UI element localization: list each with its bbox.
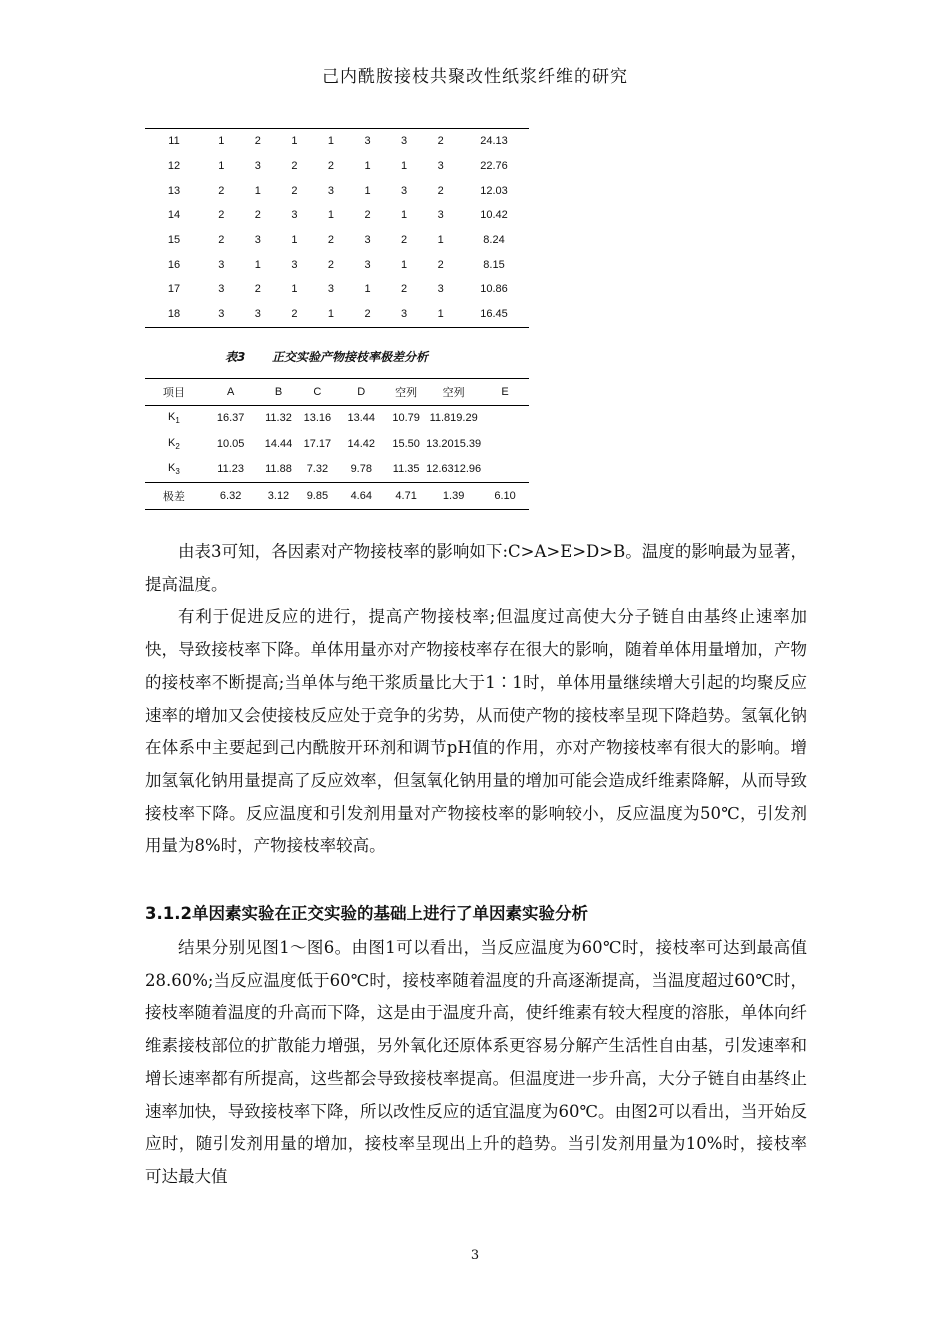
table-cell: 3	[401, 184, 408, 197]
table-cell: 2	[240, 129, 277, 154]
table-cell: 6.10	[481, 483, 529, 510]
table-cell: 2	[422, 129, 459, 154]
table-cell: 3	[327, 184, 335, 197]
table-cell: 16.37	[216, 412, 245, 425]
table-row	[145, 154, 529, 179]
table-cell: 3.12	[259, 483, 299, 510]
table-header-row	[145, 379, 529, 406]
body-section-2	[145, 932, 807, 1194]
table-cell: 18	[145, 302, 203, 327]
table-cell: 1	[401, 209, 408, 222]
table-cell: 17	[167, 283, 181, 296]
body-section-1	[145, 536, 807, 863]
table-cell: 11.88	[265, 463, 292, 476]
table-cell: 2	[218, 234, 225, 247]
table-row	[145, 178, 529, 203]
table-cell: 3	[254, 160, 261, 173]
table-cell: 1	[437, 234, 444, 247]
table-cell: 2	[254, 283, 261, 296]
table-cell: 8.24	[483, 234, 505, 247]
row-label: 极差	[145, 483, 203, 510]
range-analysis-table	[145, 378, 529, 510]
table-row	[145, 277, 529, 302]
table-cell: 11.32	[265, 412, 292, 425]
table-cell: 1	[276, 129, 313, 154]
table-cell: 12.6312.96	[426, 463, 482, 476]
table-cell: 1	[313, 302, 350, 327]
table3-caption-text: 正交实验产物接枝率极差分析	[272, 350, 429, 364]
table-cell: 22.76	[480, 160, 508, 173]
table-cell: 1	[218, 160, 225, 173]
table-cell: 3	[364, 234, 371, 247]
table-cell: 11.35	[392, 463, 420, 476]
table-cell: 2	[291, 160, 298, 173]
table-cell: 12	[167, 160, 181, 173]
paragraph-2: 有利于促进反应的进行，提高产物接枝率;但温度过高使大分子链自由基终止速率加快，导致接枝率下降。单体用量亦对产物接枝率存在很大的影响，随着单体用量增加，产物的接枝率不断提高;当单体与绝干浆质量比大于1∶1时，单体用量继续增大引起的均聚反应速率的增加又会使接枝反应处于竞争的劣势，从而使产物的接枝率呈现下降趋势。氢氧化钠在体系中主要起到己内酰胺开环剂和调节pH值的作用，亦对产物接枝率有很大的影响。增加氢氧化钠用量提高了反应效率，但氢氧化钠用量的增加可能会造成纤维素降解，从而导致接枝率下降。反应温度和引发剂用量对产物接枝率的影响较小，反应温度为50℃，引发剂用量为8%时，产物接枝率较高。	[145, 607, 807, 856]
table-cell: 9.85	[298, 483, 336, 510]
row-label: $K_3$	[167, 462, 180, 477]
table-cell	[481, 457, 529, 483]
column-header: 空列	[386, 379, 426, 406]
table-cell: 2	[291, 184, 298, 197]
table-cell: 1	[203, 129, 240, 154]
table-cell: 3	[437, 209, 444, 222]
table-cell: 1	[422, 302, 459, 327]
table-cell: 3	[327, 283, 335, 296]
page-number: 3	[470, 1248, 480, 1263]
table-cell: 10.05	[216, 437, 245, 450]
table-cell: 3	[218, 283, 225, 296]
table-cell: 1	[401, 160, 408, 173]
table-cell: 2	[327, 160, 335, 173]
table-cell: 1	[254, 258, 261, 271]
table-cell: 8.15	[483, 258, 505, 271]
table-cell: 2	[401, 283, 408, 296]
table-row	[145, 302, 529, 327]
column-header: 项目	[145, 379, 203, 406]
table-row	[145, 405, 529, 431]
table3-caption-number: 表3	[225, 350, 246, 364]
table-cell: 2	[327, 234, 335, 247]
table-cell: 6.32	[203, 483, 259, 510]
table-cell: 16.45	[459, 302, 529, 327]
table-cell: 3	[291, 209, 298, 222]
table-cell: 17.17	[303, 437, 332, 450]
row-label: $K_1$	[167, 411, 180, 426]
table-row	[145, 252, 529, 277]
table-cell: 2	[364, 209, 371, 222]
table-cell: 11.23	[217, 463, 244, 476]
table-cell: 1	[364, 184, 371, 197]
table-cell: 14	[167, 209, 181, 222]
table-row	[145, 203, 529, 228]
paragraph-1: 由表3可知，各因素对产物接枝率的影响如下:C>A>E>D>B。温度的影响最为显著，提高温度。	[145, 542, 807, 594]
table-cell: 2	[254, 209, 261, 222]
table-cell: 1	[291, 283, 298, 296]
table-cell: 11.819.29	[429, 412, 478, 425]
table-cell: 10.86	[480, 283, 508, 296]
table-cell: 1	[364, 283, 371, 296]
table-cell: 14.44	[264, 437, 293, 450]
column-header: C	[298, 379, 336, 406]
table-cell: 3	[386, 129, 423, 154]
table-cell	[481, 405, 529, 431]
table-cell: 3	[437, 283, 444, 296]
table-cell: 10.79	[392, 412, 420, 425]
table-cell: 4.71	[386, 483, 426, 510]
column-header: B	[259, 379, 299, 406]
table-cell: 2	[401, 234, 408, 247]
table-cell: 3	[254, 234, 261, 247]
table-cell: 1	[327, 209, 335, 222]
table-cell: 10.42	[480, 209, 508, 222]
table-cell: 13.16	[303, 412, 332, 425]
column-header: A	[203, 379, 259, 406]
table-cell: 11	[145, 129, 203, 154]
table-cell: 2	[327, 258, 335, 271]
table-row	[145, 129, 529, 154]
table-cell: 3	[291, 258, 298, 271]
table-cell: 2	[218, 209, 225, 222]
table-cell: 14.42	[347, 437, 376, 450]
paragraph-3: 结果分别见图1～图6。由图1可以看出，当反应温度为60℃时，接枝率可达到最高值28.60%;当反应温度低于60℃时，接枝率随着温度的升高逐渐提高，当温度超过60℃时，接枝率随着温度的升高而下降，这是由于温度升高，使纤维素有较大程度的溶胀，单体向纤维素接枝部位的扩散能力增强，另外氧化还原体系更容易分解产生活性自由基，引发速率和增长速率都有所提高，这些都会导致接枝率提高。但温度进一步升高，大分子链自由基终止速率加快，导致接枝率下降，所以改性反应的适宜温度为60℃。由图2可以看出，当开始反应时，随引发剂用量的增加，接枝率呈现出上升的趋势。当引发剂用量为10%时，接枝率可达最大值	[145, 938, 807, 1186]
table-cell: 15	[167, 234, 181, 247]
column-header: D	[336, 379, 386, 406]
table-row	[145, 483, 529, 510]
table-cell: 24.13	[459, 129, 529, 154]
row-label: $K_2$	[167, 436, 180, 451]
running-header: 己内酰胺接枝共聚改性纸浆纤维的研究	[322, 67, 628, 87]
table-cell: 3	[437, 160, 444, 173]
table-cell: 1	[254, 184, 261, 197]
table-cell: 3	[218, 258, 225, 271]
table-cell: 7.32	[306, 463, 329, 476]
table-cell: 3	[386, 302, 423, 327]
table-row	[145, 457, 529, 483]
column-header: 空列	[426, 379, 481, 406]
table-cell: 4.64	[336, 483, 386, 510]
table-cell: 13.44	[347, 412, 376, 425]
table-cell: 1	[364, 160, 371, 173]
table-cell: 2	[437, 258, 444, 271]
table-row	[145, 431, 529, 457]
table-cell: 2	[218, 184, 225, 197]
table-cell: 9.78	[350, 463, 372, 476]
table-cell: 3	[349, 129, 386, 154]
table-cell: 3	[364, 258, 371, 271]
table-row	[145, 228, 529, 253]
table-cell: 2	[437, 184, 444, 197]
section-heading: 3.1.2单因素实验在正交实验的基础上进行了单因素实验分析	[145, 904, 588, 923]
column-header: E	[481, 379, 529, 406]
table-cell: 2	[276, 302, 313, 327]
table-cell: 16	[167, 258, 181, 271]
table-cell	[481, 431, 529, 457]
table-cell: 15.50	[392, 437, 420, 450]
table-cell: 12.03	[480, 184, 508, 197]
table-cell: 3	[240, 302, 277, 327]
table-cell: 1	[401, 258, 408, 271]
table-cell: 3	[203, 302, 240, 327]
orthogonal-table-continued	[145, 128, 529, 328]
table-cell: 1	[291, 234, 298, 247]
table-cell: 1	[313, 129, 350, 154]
table-cell: 13	[167, 184, 181, 197]
table-cell: 1.39	[426, 483, 481, 510]
table-cell: 13.2015.39	[426, 437, 482, 450]
table-cell: 2	[349, 302, 386, 327]
